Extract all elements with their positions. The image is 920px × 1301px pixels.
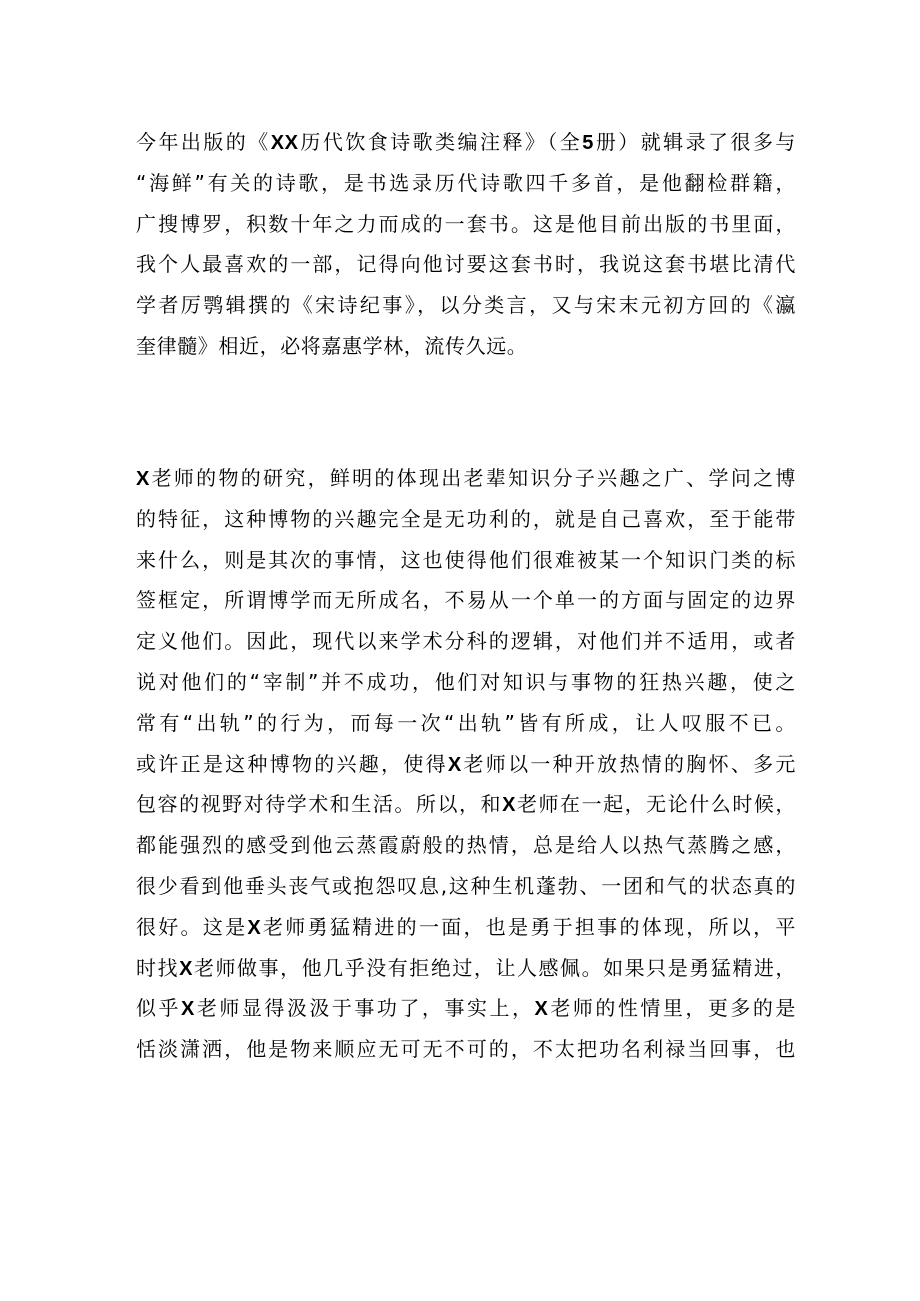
text-line: 签框定，所谓博学而无所成名，不易从一个单一的方面与固定的边界 xyxy=(136,588,796,613)
text-line: 恬淡潇洒，他是物来顺应无可无不可的，不太把功名利禄当回事，也 xyxy=(136,1037,796,1062)
text-line: 包容的视野对待学术和生活。所以，和X老师在一起，无论什么时候， xyxy=(136,792,796,817)
text-line: 广搜博罗，积数十年之力而成的一套书。这是他目前出版的书里面， xyxy=(136,211,796,236)
text-line: X老师的物的研究，鲜明的体现出老辈知识分子兴趣之广、学问之博 xyxy=(136,466,796,490)
text-line: “海鲜”有关的诗歌，是书选录历代诗歌四千多首，是他翻检群籍， xyxy=(136,170,796,195)
text-line: 都能强烈的感受到他云蒸霞蔚般的热情，总是给人以热气蒸腾之感， xyxy=(136,833,796,858)
text-line: 今年出版的《XX历代饮食诗歌类编注释》（全5册）就辑录了很多与 xyxy=(136,130,796,154)
text-line: 奎律髓》相近，必将嘉惠学林，流传久远。 xyxy=(136,334,528,358)
text-line: 定义他们。因此，现代以来学术分科的逻辑，对他们并不适用，或者 xyxy=(136,629,796,654)
text-line: 或许正是这种博物的兴趣，使得X老师以一种开放热情的胸怀、多元 xyxy=(136,751,797,776)
text-line: 常有“出轨”的行为，而每一次“出轨”皆有所成，让人叹服不已。 xyxy=(136,710,796,735)
text-line: 很好。这是X老师勇猛精进的一面，也是勇于担事的体现，所以，平 xyxy=(136,914,796,939)
text-line: 很少看到他垂头丧气或抱怨叹息,这种生机蓬勃、一团和气的状态真的 xyxy=(136,874,796,898)
text-line: 我个人最喜欢的一部，记得向他讨要这套书时，我说这套书堪比清代 xyxy=(136,252,796,277)
text-line: 似乎X老师显得汲汲于事功了，事实上，X老师的性情里，更多的是 xyxy=(136,996,796,1021)
text-line: 的特征，这种博物的兴趣完全是无功利的，就是自己喜欢，至于能带 xyxy=(136,506,796,531)
text-line: 来什么，则是其次的事情，这也使得他们很难被某一个知识门类的标 xyxy=(136,547,796,572)
text-line: 说对他们的“宰制”并不成功，他们对知识与事物的狂热兴趣，使之 xyxy=(136,670,796,694)
text-line: 学者厉鹗辑撰的《宋诗纪事》，以分类言，又与宋末元初方回的《瀛 xyxy=(136,293,796,318)
text-line: 时找X老师做事，他几乎没有拒绝过，让人感佩。如果只是勇猛精进， xyxy=(136,955,796,980)
